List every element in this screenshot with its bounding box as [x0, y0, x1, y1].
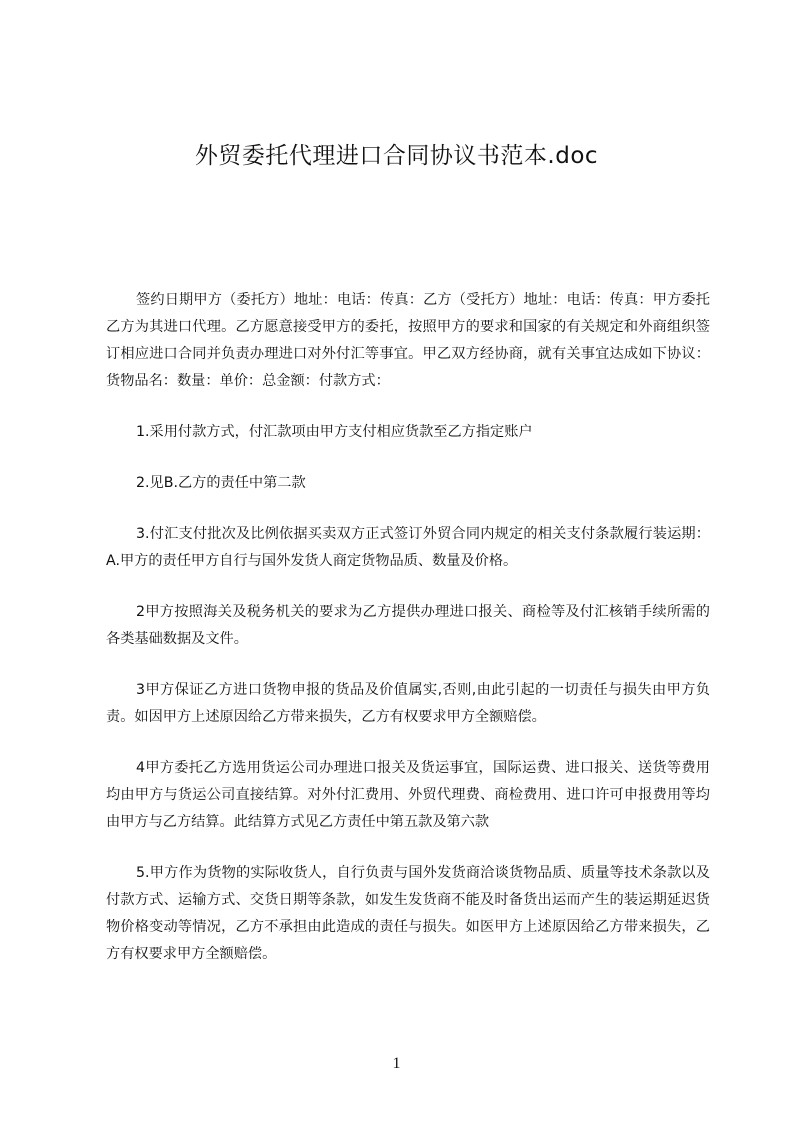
- document-title: 外贸委托代理进口合同协议书范本.doc: [194, 143, 599, 169]
- document-body: [106, 287, 710, 992]
- paragraph-party-a-3: 3甲方保证乙方进口货物申报的货品及价值属实,否则,由此引起的一切责任与损失由甲方负责。如因甲方上述原因给乙方带来损失，乙方有权要求甲方全额赔偿。: [106, 682, 710, 725]
- paragraph-clause-1: 1.采用付款方式，付汇款项由甲方支付相应货款至乙方指定账户: [136, 424, 533, 440]
- page-number: 1: [392, 1055, 401, 1072]
- paragraph-clause-2: 2.见B.乙方的责任中第二款: [136, 475, 306, 491]
- paragraph-party-a-5: 5.甲方作为货物的实际收货人，自行负责与国外发货商洽谈货物品质、质量等技术条款以及付款方式、运输方式、交货日期等条款，如发生发货商不能及时备货出运而产生的装运期延迟货物价格变动等情况，乙方不承担由此造成的责任与损失。如医甲方上述原因给乙方带来损失，乙方有权要求甲方全额赔偿。: [106, 865, 710, 962]
- paragraph-party-a-4: 4甲方委托乙方选用货运公司办理进口报关及货运事宜，国际运费、进口报关、送货等费用均由甲方与货运公司直接结算。对外付汇费用、外贸代理费、商检费用、进口许可申报费用等均由甲方与乙方结算。此结算方式见乙方责任中第五款及第六款: [106, 760, 710, 830]
- paragraph-intro: 签约日期甲方（委托方）地址：电话：传真：乙方（受托方）地址：电话：传真：甲方委托乙方为其进口代理。乙方愿意接受甲方的委托，按照甲方的要求和国家的有关规定和外商组织签订相应进口合同并负责办理进口对外付汇等事宜。甲乙双方经协商，就有关事宜达成如下协议：货物品名：数量：单价：总金额：付款方式：: [106, 292, 710, 389]
- paragraph-party-a-2: 2甲方按照海关及税务机关的要求为乙方提供办理进口报关、商检等及付汇核销手续所需的各类基础数据及文件。: [106, 604, 710, 647]
- paragraph-clause-3: 3.付汇支付批次及比例依据买卖双方正式签订外贸合同内规定的相关支付条款履行装运期：A.甲方的责任甲方自行与国外发货人商定货物品质、数量及价格。: [106, 526, 710, 569]
